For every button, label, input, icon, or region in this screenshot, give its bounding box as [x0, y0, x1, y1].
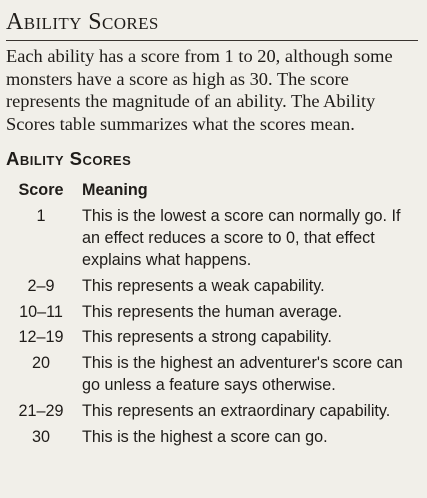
meaning-cell: This is the highest a score can go. [82, 428, 328, 447]
meaning-cell: This represents an extraordinary capability. [82, 402, 391, 421]
score-cell: 10–11 [19, 302, 63, 321]
table-row [8, 401, 422, 427]
meaning-cell: This represents the human average. [82, 302, 343, 321]
column-header-meaning: Meaning [82, 181, 148, 199]
table-row [8, 427, 422, 453]
score-cell: 12–19 [18, 328, 64, 347]
meaning-cell: This is the highest an adventurer's score can go unless a feature says otherwise. [82, 354, 403, 395]
score-cell: 21–29 [18, 402, 64, 421]
score-cell: 20 [31, 354, 50, 373]
score-cell: 1 [36, 206, 46, 225]
table-row [8, 353, 422, 401]
table-row [8, 276, 422, 302]
table-row [8, 206, 422, 276]
intro-paragraph: Each ability has a score from 1 to 20, although some monsters have a score as high as 30. The score represents the magnitude of an ability. The Ability Scores table summarizes what the scores mean. [6, 46, 393, 135]
section-heading: Ability Scores [6, 8, 418, 41]
table-row [8, 302, 422, 328]
meaning-cell: This represents a strong capability. [82, 328, 332, 347]
score-cell: 30 [31, 428, 50, 447]
meaning-cell: This represents a weak capability. [82, 276, 325, 295]
table-title: Ability Scores [6, 148, 132, 169]
ability-scores-table [8, 180, 422, 453]
score-cell: 2–9 [27, 276, 55, 295]
table-header-row [8, 180, 422, 206]
column-header-score: Score [18, 181, 64, 199]
meaning-cell: This is the lowest a score can normally go. If an effect reduces a score to 0, that effect explains what happens. [82, 206, 401, 269]
table-row [8, 327, 422, 353]
